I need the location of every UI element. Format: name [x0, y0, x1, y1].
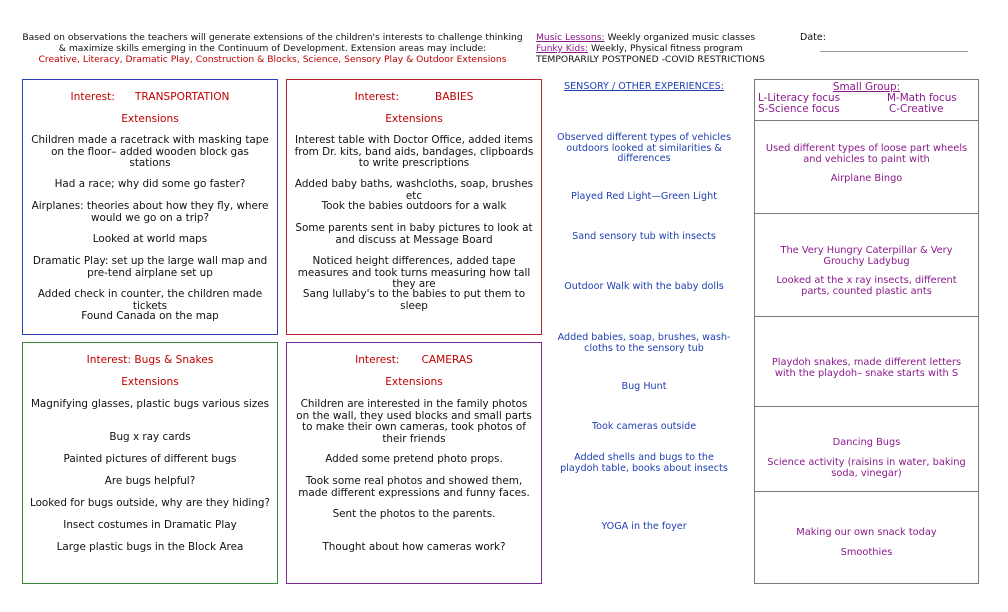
cameras-extensions-label: Extensions	[385, 376, 443, 388]
transportation-extensions-label: Extensions	[121, 113, 179, 125]
cameras-item: Sent the photos to the parents.	[332, 508, 496, 520]
small-group-divider	[755, 406, 978, 407]
transportation-item: Found Canada on the map	[81, 310, 219, 322]
header-programs	[536, 32, 776, 65]
babies-item: Took the babies outdoors for a walk	[321, 200, 507, 212]
sensory-item: Outdoor Walk with the baby dolls	[564, 281, 724, 292]
transportation-item: Had a race; why did some go faster?	[54, 178, 246, 190]
small-group-box	[754, 79, 979, 584]
transportation-item: Airplanes: theories about how they fly, where would we go on a trip?	[31, 200, 269, 224]
bugs-item: Are bugs helpful?	[104, 475, 196, 487]
small-group-divider	[755, 491, 978, 492]
babies-item: Some parents sent in baby pictures to look at and discuss at Message Board	[295, 222, 533, 246]
sensory-title: SENSORY / OTHER EXPERIENCES:	[564, 81, 724, 92]
cameras-item: Children are interested in the family photos on the wall, they used blocks and small parts to make their own cameras, took photos of their friends	[296, 398, 532, 445]
small-group-item: Airplane Bingo	[830, 173, 903, 184]
bugs-extensions-label: Extensions	[121, 376, 179, 388]
cameras-box	[286, 342, 542, 584]
postponed-notice: TEMPORARILY POSTPONED -COVID RESTRICTIONS	[536, 54, 765, 65]
cameras-item: Took some real photos and showed them, made different expressions and funny faces.	[298, 475, 530, 499]
funky-kids-link[interactable]: Funky Kids:	[536, 43, 589, 54]
small-group-item: Used different types of loose part wheels and vehicles to paint with	[765, 143, 968, 165]
literacy-focus: L-Literacy focus	[758, 92, 841, 104]
intro-line-1: Based on observations the teachers will generate extensions of the children's interests to challenge thinking	[22, 32, 523, 43]
bugs-item: Bug x ray cards	[109, 431, 191, 443]
small-group-title: Small Group:	[832, 81, 901, 93]
babies-extensions-label: Extensions	[385, 113, 443, 125]
math-focus: M-Math focus	[887, 92, 957, 104]
sensory-item: Added babies, soap, brushes, wash-cloths to the sensory tub	[557, 332, 731, 354]
small-group-item: Dancing Bugs	[832, 437, 901, 448]
funky-kids: Funky Kids: Weekly, Physical fitness program	[536, 43, 743, 54]
small-group-divider	[755, 120, 978, 121]
transportation-item: Looked at world maps	[92, 233, 208, 245]
transportation-box	[22, 79, 278, 335]
bugs-item: Painted pictures of different bugs	[63, 453, 237, 465]
small-group-divider	[755, 316, 978, 317]
small-group-item: Playdoh snakes, made different letters with the playdoh– snake starts with S	[771, 357, 962, 379]
babies-item: Sang lullaby's to the babies to put them to sleep	[302, 288, 526, 312]
sensory-item: Sand sensory tub with insects	[572, 231, 716, 242]
cameras-item: Added some pretend photo props.	[325, 453, 503, 465]
bugs-item: Magnifying glasses, plastic bugs various sizes	[30, 398, 270, 410]
sensory-item: YOGA in the foyer	[601, 521, 687, 532]
sensory-item: Took cameras outside	[591, 421, 697, 432]
babies-item: Interest table with Doctor Office, added items from Dr. kits, band aids, bandages, clipboards to write prescriptions	[294, 134, 534, 170]
small-group-item: The Very Hungry Caterpillar & Very Grouchy Ladybug	[780, 245, 953, 267]
transportation-interest: Interest: TRANSPORTATION	[70, 91, 230, 103]
small-group-item: Making our own snack today	[796, 527, 937, 538]
music-lessons-link[interactable]: Music Lessons:	[536, 32, 605, 43]
small-group-item: Science activity (raisins in water, baking soda, vinegar)	[767, 457, 966, 479]
small-group-item: Smoothies	[840, 547, 893, 558]
sensory-item: Played Red Light—Green Light	[571, 191, 717, 202]
bugs-item: Looked for bugs outside, why are they hiding?	[29, 497, 271, 509]
extension-areas: Creative, Literacy, Dramatic Play, Construction & Blocks, Science, Sensory Play & Outdoor Extensions	[38, 54, 507, 65]
sensory-item: Observed different types of vehicles outdoors looked at similarities & differences	[557, 132, 731, 164]
small-group-legend	[755, 82, 978, 115]
cameras-interest: Interest: CAMERAS	[355, 354, 473, 366]
babies-box	[286, 79, 542, 335]
babies-interest: Interest: BABIES	[354, 91, 474, 103]
science-focus: S-Science focus	[758, 103, 840, 115]
transportation-item: Children made a racetrack with masking tape on the floor– added wooden block gas stations	[31, 134, 269, 170]
bugs-interest: Interest: Bugs & Snakes	[86, 354, 214, 366]
small-group-item: Looked at the x ray insects, different parts, counted plastic ants	[776, 275, 957, 297]
header-intro	[20, 32, 525, 65]
babies-item: Noticed height differences, added tape measures and took turns measuring how tall they are	[297, 255, 531, 291]
bugs-item: Insect costumes in Dramatic Play	[63, 519, 237, 531]
babies-item: Added baby baths, washcloths, soap, brushes etc	[294, 178, 534, 202]
bugs-item: Large plastic bugs in the Block Area	[56, 541, 244, 553]
date-label: Date:	[800, 32, 826, 43]
cameras-item: Thought about how cameras work?	[322, 541, 506, 553]
music-lessons: Music Lessons: Weekly organized music classes	[536, 32, 756, 43]
date-field[interactable]	[820, 51, 968, 52]
bugs-box	[22, 342, 278, 584]
sensory-item: Bug Hunt	[621, 381, 667, 392]
transportation-item: Added check in counter, the children made tickets	[37, 288, 263, 312]
sensory-item: Added shells and bugs to the playdoh table, books about insects	[560, 452, 728, 474]
small-group-divider	[755, 213, 978, 214]
intro-line-2: & maximize skills emerging in the Continuum of Development. Extension areas may include:	[58, 43, 487, 54]
creative-focus: C-Creative	[889, 103, 944, 115]
transportation-item: Dramatic Play: set up the large wall map and pre-tend airplane set up	[32, 255, 268, 279]
